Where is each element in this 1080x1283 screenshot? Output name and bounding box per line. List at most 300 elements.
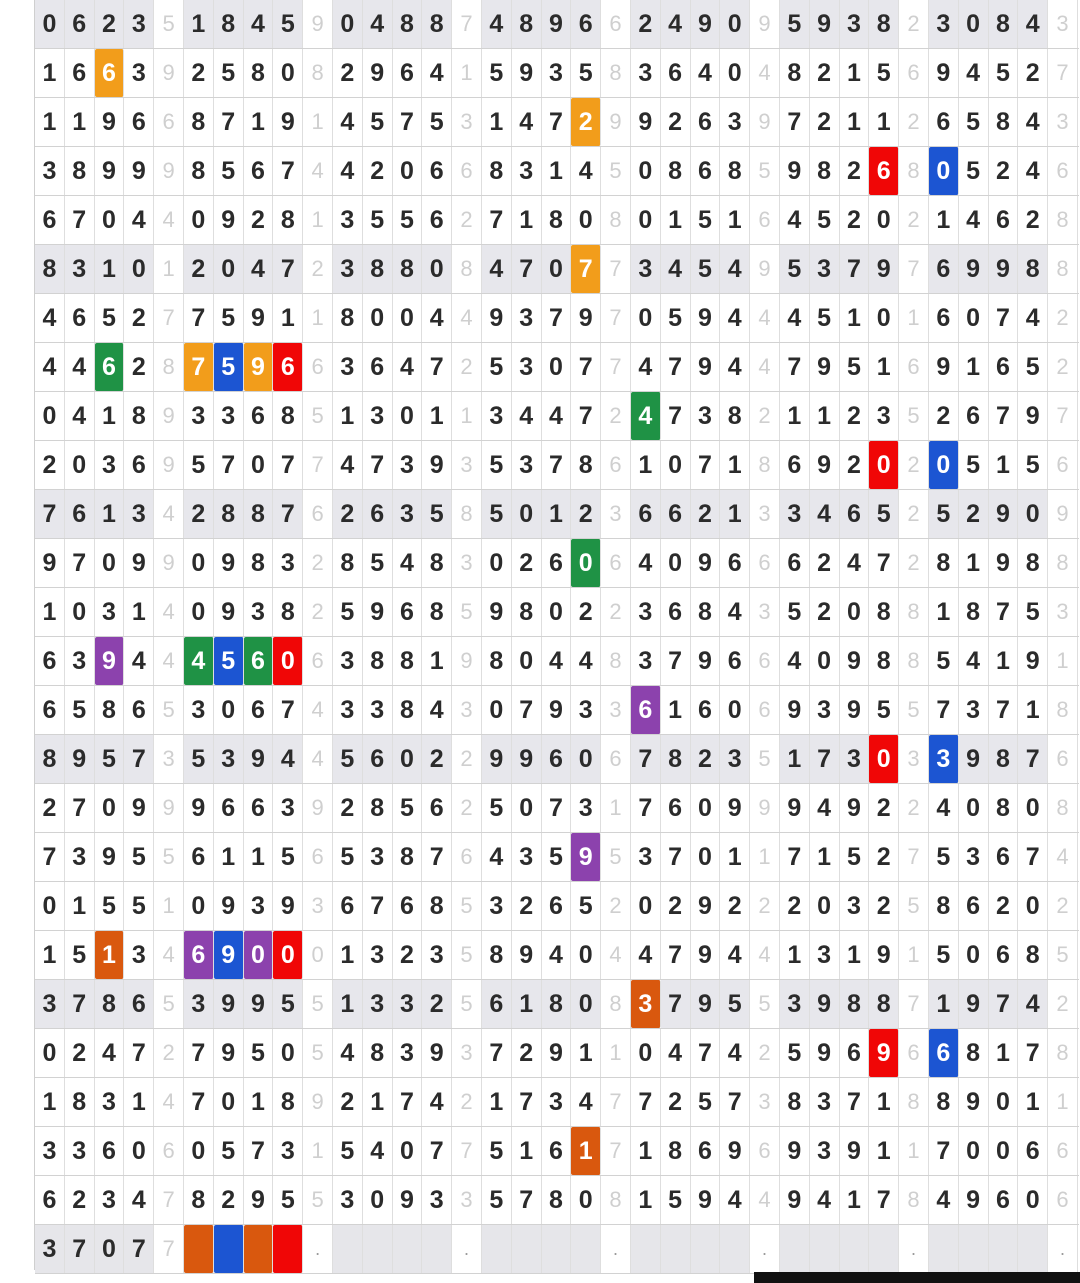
digit-cell: 9 bbox=[65, 735, 95, 783]
grid-row bbox=[35, 833, 1079, 882]
digit-cell: 7 bbox=[929, 686, 959, 734]
digit-cell: 1 bbox=[333, 931, 363, 979]
digit-cell: 1 bbox=[512, 1127, 542, 1175]
digit-cell: 8 bbox=[1018, 931, 1048, 979]
digit-cell: 3 bbox=[810, 245, 840, 293]
digit-cell: 5 bbox=[363, 196, 393, 244]
digit-cell: 4 bbox=[124, 196, 154, 244]
digit-cell: 5 bbox=[124, 833, 154, 881]
separator-digit-cell: 6 bbox=[899, 49, 929, 97]
digit-cell: 0 bbox=[333, 0, 363, 48]
digit-cell: 2 bbox=[691, 490, 721, 538]
digit-cell: 3 bbox=[35, 147, 65, 195]
digit-cell: 6 bbox=[989, 931, 1019, 979]
digit-cell: 1 bbox=[65, 882, 95, 930]
digit-cell: 8 bbox=[542, 980, 572, 1028]
digit-cell: 8 bbox=[95, 686, 125, 734]
digit-cell: 1 bbox=[869, 1078, 899, 1126]
digit-cell: 4 bbox=[482, 245, 512, 293]
digit-cell: 5 bbox=[244, 1029, 274, 1077]
digit-cell: 1 bbox=[363, 1078, 393, 1126]
separator-digit-cell: 2 bbox=[1048, 294, 1078, 342]
digit-cell: 2 bbox=[65, 1176, 95, 1224]
separator-digit-cell: 6 bbox=[303, 343, 333, 391]
digit-cell: 5 bbox=[214, 1127, 244, 1175]
empty-cell bbox=[512, 1225, 542, 1273]
digit-cell: 9 bbox=[422, 441, 452, 489]
grid-row bbox=[35, 637, 1079, 686]
highlighted-digit-cell: 0 bbox=[273, 637, 303, 685]
digit-cell: 0 bbox=[124, 1127, 154, 1175]
digit-cell: 9 bbox=[1018, 637, 1048, 685]
digit-cell: 3 bbox=[363, 392, 393, 440]
digit-cell: 0 bbox=[393, 735, 423, 783]
highlighted-digit-cell: 6 bbox=[95, 343, 125, 391]
digit-cell: 5 bbox=[691, 1078, 721, 1126]
separator-digit-cell: 6 bbox=[750, 686, 780, 734]
separator-digit-cell: 8 bbox=[899, 637, 929, 685]
separator-digit-cell: 3 bbox=[303, 882, 333, 930]
digit-cell: 7 bbox=[780, 98, 810, 146]
digit-cell: 5 bbox=[929, 833, 959, 881]
digit-cell: 3 bbox=[959, 686, 989, 734]
separator-digit-cell: 7 bbox=[452, 0, 482, 48]
separator-digit-cell: 7 bbox=[154, 1225, 184, 1273]
digit-cell: 5 bbox=[929, 931, 959, 979]
separator-digit-cell: 2 bbox=[750, 882, 780, 930]
empty-cell bbox=[571, 1225, 601, 1273]
digit-cell: 7 bbox=[124, 735, 154, 783]
separator-digit-cell: 6 bbox=[750, 196, 780, 244]
digit-cell: 6 bbox=[35, 196, 65, 244]
separator-digit-cell: 2 bbox=[899, 0, 929, 48]
digit-cell: 5 bbox=[840, 833, 870, 881]
separator-digit-cell: 9 bbox=[750, 0, 780, 48]
separator-digit-cell: 6 bbox=[452, 833, 482, 881]
digit-cell: 5 bbox=[869, 686, 899, 734]
digit-cell: 6 bbox=[840, 490, 870, 538]
digit-cell: 0 bbox=[482, 686, 512, 734]
digit-cell: 9 bbox=[542, 0, 572, 48]
digit-cell: 7 bbox=[65, 196, 95, 244]
digit-cell: 1 bbox=[869, 1127, 899, 1175]
digit-cell: 0 bbox=[571, 931, 601, 979]
digit-cell: 2 bbox=[989, 147, 1019, 195]
digit-cell: 2 bbox=[631, 0, 661, 48]
digit-cell: 3 bbox=[780, 980, 810, 1028]
separator-digit-cell: 7 bbox=[601, 1127, 631, 1175]
digit-cell: 0 bbox=[1018, 882, 1048, 930]
grid-row bbox=[35, 392, 1079, 441]
digit-cell: 5 bbox=[273, 1176, 303, 1224]
separator-digit-cell: 2 bbox=[452, 735, 482, 783]
digit-cell: 9 bbox=[422, 1029, 452, 1077]
digit-cell: 2 bbox=[333, 490, 363, 538]
digit-cell: 4 bbox=[333, 1029, 363, 1077]
empty-cell bbox=[542, 1225, 572, 1273]
digit-cell: 4 bbox=[571, 147, 601, 195]
separator-digit-cell: 1 bbox=[303, 1127, 333, 1175]
separator-digit-cell: 2 bbox=[899, 196, 929, 244]
digit-cell: 8 bbox=[95, 980, 125, 1028]
digit-cell: 9 bbox=[780, 147, 810, 195]
separator-digit-cell: 7 bbox=[1048, 49, 1078, 97]
digit-cell: 5 bbox=[273, 980, 303, 1028]
digit-cell: 7 bbox=[482, 1029, 512, 1077]
digit-cell: 5 bbox=[661, 294, 691, 342]
separator-digit-cell: 2 bbox=[1048, 882, 1078, 930]
digit-cell: 8 bbox=[1018, 245, 1048, 293]
digit-cell: 7 bbox=[571, 343, 601, 391]
separator-digit-cell: 4 bbox=[303, 147, 333, 195]
digit-cell: 6 bbox=[35, 686, 65, 734]
digit-cell: 0 bbox=[65, 441, 95, 489]
digit-cell: 0 bbox=[184, 588, 214, 636]
digit-cell: 3 bbox=[542, 1078, 572, 1126]
digit-cell: 0 bbox=[720, 686, 750, 734]
grid-row bbox=[35, 441, 1079, 490]
digit-cell: 7 bbox=[571, 392, 601, 440]
digit-cell: 9 bbox=[691, 637, 721, 685]
digit-cell: 1 bbox=[1018, 1078, 1048, 1126]
separator-digit-cell: 1 bbox=[1048, 637, 1078, 685]
digit-cell: 1 bbox=[869, 343, 899, 391]
digit-cell: 0 bbox=[840, 588, 870, 636]
digit-cell: 8 bbox=[482, 637, 512, 685]
digit-cell: 3 bbox=[124, 49, 154, 97]
separator-digit-cell: 2 bbox=[750, 1029, 780, 1077]
digit-cell: 2 bbox=[393, 931, 423, 979]
digit-cell: 6 bbox=[333, 882, 363, 930]
digit-cell: 2 bbox=[214, 1176, 244, 1224]
digit-cell: 8 bbox=[363, 245, 393, 293]
separator-digit-cell: 5 bbox=[899, 686, 929, 734]
digit-cell: 9 bbox=[780, 784, 810, 832]
highlighted-digit-cell: 9 bbox=[214, 931, 244, 979]
separator-digit-cell: 5 bbox=[750, 735, 780, 783]
separator-digit-cell: 8 bbox=[452, 245, 482, 293]
digit-cell: 9 bbox=[840, 1127, 870, 1175]
digit-cell: 9 bbox=[214, 196, 244, 244]
digit-cell: 2 bbox=[1018, 196, 1048, 244]
digit-cell: 8 bbox=[482, 931, 512, 979]
digit-cell: 4 bbox=[393, 539, 423, 587]
digit-cell: 7 bbox=[989, 294, 1019, 342]
digit-cell: 5 bbox=[482, 490, 512, 538]
separator-digit-cell: 8 bbox=[899, 147, 929, 195]
digit-cell: 3 bbox=[512, 441, 542, 489]
digit-cell: 6 bbox=[661, 49, 691, 97]
digit-cell: 1 bbox=[631, 1176, 661, 1224]
digit-cell: 1 bbox=[95, 392, 125, 440]
digit-cell: 3 bbox=[631, 833, 661, 881]
digit-cell: 8 bbox=[214, 490, 244, 538]
digit-cell: 9 bbox=[273, 882, 303, 930]
digit-cell: 9 bbox=[124, 147, 154, 195]
highlighted-digit-cell: 1 bbox=[571, 1127, 601, 1175]
separator-digit-cell: 1 bbox=[154, 882, 184, 930]
digit-cell: 1 bbox=[422, 637, 452, 685]
digit-cell: 4 bbox=[631, 931, 661, 979]
digit-cell: 2 bbox=[840, 147, 870, 195]
digit-cell: 1 bbox=[124, 588, 154, 636]
digit-cell: 1 bbox=[65, 98, 95, 146]
digit-cell: 1 bbox=[35, 588, 65, 636]
separator-digit-cell: 7 bbox=[452, 1127, 482, 1175]
digit-cell: 4 bbox=[810, 1176, 840, 1224]
digit-cell: 5 bbox=[422, 490, 452, 538]
digit-cell: 9 bbox=[989, 539, 1019, 587]
digit-cell: 3 bbox=[184, 980, 214, 1028]
digit-cell: 4 bbox=[512, 392, 542, 440]
separator-digit-cell: 5 bbox=[452, 882, 482, 930]
digit-cell: 9 bbox=[571, 294, 601, 342]
digit-cell: 5 bbox=[184, 735, 214, 783]
separator-digit-cell: 8 bbox=[601, 196, 631, 244]
digit-cell: 3 bbox=[184, 392, 214, 440]
digit-cell: 6 bbox=[1018, 1127, 1048, 1175]
digit-cell: 9 bbox=[214, 882, 244, 930]
separator-digit-cell: 8 bbox=[1048, 686, 1078, 734]
digit-cell: 8 bbox=[869, 588, 899, 636]
digit-cell: 0 bbox=[989, 1078, 1019, 1126]
separator-digit-cell: 8 bbox=[1048, 539, 1078, 587]
grid-row bbox=[35, 1078, 1079, 1127]
separator-digit-cell: 7 bbox=[154, 294, 184, 342]
digit-cell: 4 bbox=[65, 392, 95, 440]
digit-cell: 5 bbox=[214, 294, 244, 342]
digit-cell: 2 bbox=[422, 735, 452, 783]
digit-cell: 7 bbox=[542, 441, 572, 489]
digit-cell: 0 bbox=[273, 49, 303, 97]
digit-cell: 1 bbox=[631, 1127, 661, 1175]
digit-cell: 8 bbox=[363, 1029, 393, 1077]
separator-digit-cell: 3 bbox=[1048, 98, 1078, 146]
digit-cell: 3 bbox=[929, 0, 959, 48]
grid-row bbox=[35, 784, 1079, 833]
digit-cell: 8 bbox=[869, 0, 899, 48]
digit-cell: 5 bbox=[65, 686, 95, 734]
separator-digit-cell: 4 bbox=[601, 931, 631, 979]
digit-cell: 0 bbox=[512, 784, 542, 832]
highlighted-digit-cell: 9 bbox=[571, 833, 601, 881]
digit-cell: 7 bbox=[422, 343, 452, 391]
digit-cell: 7 bbox=[482, 196, 512, 244]
highlighted-digit-cell: 4 bbox=[184, 637, 214, 685]
separator-digit-cell: 4 bbox=[303, 735, 333, 783]
digit-cell: 5 bbox=[840, 343, 870, 391]
digit-cell: 4 bbox=[780, 196, 810, 244]
separator-digit-cell: 8 bbox=[452, 490, 482, 538]
separator-digit-cell: 4 bbox=[750, 1176, 780, 1224]
separator-digit-cell: 1 bbox=[899, 1127, 929, 1175]
digit-cell: 7 bbox=[393, 1078, 423, 1126]
digit-cell: 1 bbox=[661, 196, 691, 244]
digit-cell: 2 bbox=[869, 882, 899, 930]
digit-cell: 5 bbox=[959, 147, 989, 195]
digit-cell: 7 bbox=[273, 441, 303, 489]
digit-cell: 3 bbox=[393, 1029, 423, 1077]
digit-cell: 9 bbox=[810, 0, 840, 48]
separator-digit-cell: 3 bbox=[601, 686, 631, 734]
digit-cell: 7 bbox=[691, 441, 721, 489]
digit-cell: 3 bbox=[65, 833, 95, 881]
digit-cell: 0 bbox=[661, 539, 691, 587]
digit-cell: 8 bbox=[393, 245, 423, 293]
grid-row bbox=[35, 1029, 1079, 1078]
digit-cell: 9 bbox=[631, 98, 661, 146]
digit-cell: 7 bbox=[661, 833, 691, 881]
digit-cell: 8 bbox=[422, 539, 452, 587]
digit-cell: 4 bbox=[959, 49, 989, 97]
separator-digit-cell: 5 bbox=[452, 588, 482, 636]
digit-cell: 8 bbox=[393, 637, 423, 685]
digit-cell: 3 bbox=[631, 588, 661, 636]
digit-cell: 6 bbox=[542, 882, 572, 930]
separator-digit-cell: 2 bbox=[750, 392, 780, 440]
empty-cell bbox=[363, 1225, 393, 1273]
digit-cell: 6 bbox=[631, 490, 661, 538]
digit-cell: 4 bbox=[95, 1029, 125, 1077]
separator-digit-cell: 2 bbox=[1048, 343, 1078, 391]
digit-cell: 7 bbox=[869, 539, 899, 587]
highlighted-digit-cell: 5 bbox=[214, 343, 244, 391]
digit-cell: 6 bbox=[244, 392, 274, 440]
digit-cell: 0 bbox=[482, 539, 512, 587]
digit-cell: 7 bbox=[363, 441, 393, 489]
digit-cell: 5 bbox=[542, 833, 572, 881]
digit-cell: 7 bbox=[869, 1176, 899, 1224]
digit-cell: 3 bbox=[95, 1176, 125, 1224]
digit-cell: 6 bbox=[840, 1029, 870, 1077]
digit-cell: 0 bbox=[1018, 784, 1048, 832]
grid-row bbox=[35, 1127, 1079, 1176]
digit-cell: 0 bbox=[1018, 490, 1048, 538]
digit-cell: 2 bbox=[512, 539, 542, 587]
digit-cell: 7 bbox=[989, 980, 1019, 1028]
digit-cell: 6 bbox=[720, 539, 750, 587]
digit-cell: 5 bbox=[95, 735, 125, 783]
digit-cell: 2 bbox=[810, 98, 840, 146]
separator-digit-cell: 4 bbox=[154, 1078, 184, 1126]
digit-cell: 6 bbox=[691, 98, 721, 146]
separator-digit-cell: 5 bbox=[154, 686, 184, 734]
digit-cell: 1 bbox=[512, 196, 542, 244]
separator-digit-cell: 9 bbox=[154, 539, 184, 587]
digit-cell: 5 bbox=[1018, 441, 1048, 489]
digit-cell: 8 bbox=[989, 735, 1019, 783]
separator-digit-cell: 1 bbox=[899, 294, 929, 342]
separator-digit-cell: 6 bbox=[303, 833, 333, 881]
digit-cell: 4 bbox=[810, 784, 840, 832]
separator-digit-cell: 5 bbox=[452, 980, 482, 1028]
digit-cell: 6 bbox=[124, 441, 154, 489]
digit-cell: 6 bbox=[363, 343, 393, 391]
separator-digit-cell: 2 bbox=[452, 1078, 482, 1126]
grid-row bbox=[35, 0, 1079, 49]
digit-cell: 9 bbox=[780, 1127, 810, 1175]
highlighted-digit-cell: 0 bbox=[869, 735, 899, 783]
digit-cell: 1 bbox=[333, 392, 363, 440]
digit-cell: 1 bbox=[720, 441, 750, 489]
digit-cell: 3 bbox=[333, 686, 363, 734]
digit-cell: 2 bbox=[512, 1029, 542, 1077]
digit-cell: 9 bbox=[840, 637, 870, 685]
digit-cell: 5 bbox=[333, 1127, 363, 1175]
digit-cell: 3 bbox=[840, 882, 870, 930]
digit-cell: 1 bbox=[571, 1029, 601, 1077]
separator-digit-cell: 7 bbox=[899, 833, 929, 881]
digit-cell: 5 bbox=[393, 784, 423, 832]
separator-digit-cell: 6 bbox=[601, 539, 631, 587]
digit-cell: 8 bbox=[244, 490, 274, 538]
digit-cell: 5 bbox=[363, 539, 393, 587]
digit-cell: 8 bbox=[720, 392, 750, 440]
digit-cell: 6 bbox=[124, 980, 154, 1028]
digit-cell: 0 bbox=[631, 294, 661, 342]
digit-cell: 0 bbox=[571, 735, 601, 783]
digit-cell: 0 bbox=[661, 441, 691, 489]
separator-digit-cell: 4 bbox=[750, 343, 780, 391]
digit-cell: 9 bbox=[482, 294, 512, 342]
digit-cell: 7 bbox=[989, 686, 1019, 734]
separator-digit-cell: 2 bbox=[452, 343, 482, 391]
digit-cell: 3 bbox=[333, 1176, 363, 1224]
digit-cell: 3 bbox=[691, 392, 721, 440]
separator-digit-cell: 6 bbox=[1048, 735, 1078, 783]
digit-cell: 9 bbox=[869, 931, 899, 979]
digit-cell: 1 bbox=[273, 294, 303, 342]
digit-cell: 3 bbox=[95, 588, 125, 636]
digit-cell: 3 bbox=[65, 245, 95, 293]
digit-cell: 2 bbox=[422, 980, 452, 1028]
digit-cell: 4 bbox=[422, 1078, 452, 1126]
digit-cell: 6 bbox=[393, 588, 423, 636]
digit-cell: 8 bbox=[244, 539, 274, 587]
separator-digit-cell: 2 bbox=[601, 588, 631, 636]
separator-digit-cell: 6 bbox=[1048, 1176, 1078, 1224]
digit-cell: 2 bbox=[840, 392, 870, 440]
digit-cell: 7 bbox=[512, 686, 542, 734]
separator-digit-cell: 6 bbox=[1048, 1127, 1078, 1175]
highlighted-digit-cell: 3 bbox=[631, 980, 661, 1028]
digit-cell: 2 bbox=[869, 784, 899, 832]
grid-row bbox=[35, 147, 1079, 196]
digit-cell: 8 bbox=[214, 0, 244, 48]
digit-cell: 7 bbox=[363, 882, 393, 930]
separator-digit-cell: 8 bbox=[601, 637, 631, 685]
digit-cell: 2 bbox=[691, 735, 721, 783]
digit-cell: 8 bbox=[720, 147, 750, 195]
digit-cell: 6 bbox=[989, 196, 1019, 244]
digit-cell: 6 bbox=[65, 294, 95, 342]
digit-cell: 8 bbox=[989, 0, 1019, 48]
digit-cell: 3 bbox=[214, 735, 244, 783]
separator-digit-cell: 3 bbox=[452, 539, 482, 587]
digit-cell: 3 bbox=[65, 1127, 95, 1175]
digit-cell: 7 bbox=[720, 1078, 750, 1126]
digit-cell: 9 bbox=[691, 1176, 721, 1224]
digit-cell: 3 bbox=[631, 49, 661, 97]
digit-cell: 6 bbox=[422, 196, 452, 244]
separator-digit-cell: 0 bbox=[303, 931, 333, 979]
digit-cell: 7 bbox=[542, 784, 572, 832]
separator-digit-cell: 6 bbox=[750, 1127, 780, 1175]
digit-cell: 0 bbox=[571, 1176, 601, 1224]
digit-cell: 5 bbox=[571, 882, 601, 930]
digit-cell: 4 bbox=[542, 637, 572, 685]
digit-cell: 9 bbox=[780, 686, 810, 734]
